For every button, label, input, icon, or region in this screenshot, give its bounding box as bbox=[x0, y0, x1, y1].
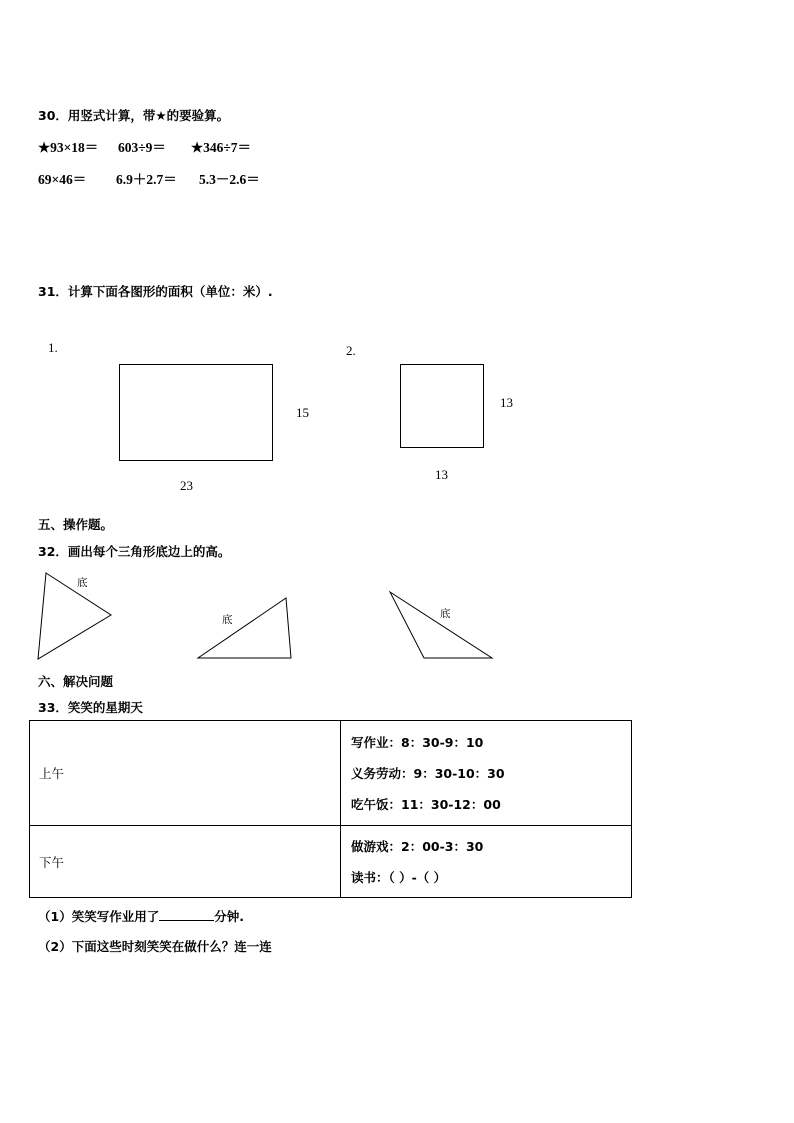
q30-expr-5: 6.9＋2.7＝ bbox=[116, 172, 177, 187]
table-row bbox=[30, 721, 632, 826]
fig1-label: 1. bbox=[48, 340, 58, 355]
activity-reading: 读书：（ ）-（ ） bbox=[351, 869, 447, 885]
q30-expr-2: 603÷9＝ bbox=[118, 140, 166, 155]
q33-sub1 bbox=[38, 907, 244, 925]
rectangle-height-label: 15 bbox=[296, 405, 309, 420]
q30-expr-1: ★93×18＝ bbox=[38, 140, 99, 155]
schedule-table bbox=[29, 720, 632, 898]
activity-lunch: 吃午饭：11：30-12：00 bbox=[351, 796, 501, 812]
activity-volunteer: 义务劳动：9：30-10：30 bbox=[351, 765, 505, 781]
section-5-title: 五、操作题。 bbox=[38, 517, 114, 532]
fig2-label: 2. bbox=[346, 343, 356, 358]
q32-title: 32．画出每个三角形底边上的高。 bbox=[38, 544, 231, 559]
afternoon-activities bbox=[341, 826, 632, 898]
square-width-label: 13 bbox=[435, 467, 448, 482]
morning-activities bbox=[341, 721, 632, 826]
q33-sub1-unit: 分钟. bbox=[214, 909, 244, 924]
activity-homework: 写作业：8：30-9：10 bbox=[351, 734, 484, 750]
q33-title: 33．笑笑的星期天 bbox=[38, 700, 143, 715]
table-row bbox=[30, 826, 632, 898]
q33-sub2: （2）下面这些时刻笑笑在做什么？连一连 bbox=[38, 939, 272, 954]
q30-expr-6: 5.3－2.6＝ bbox=[199, 172, 260, 187]
q30-expr-4: 69×46＝ bbox=[38, 172, 87, 187]
triangle-2-base-label: 底 bbox=[222, 614, 233, 626]
afternoon-label: 下午 bbox=[30, 826, 341, 898]
triangle-3 bbox=[390, 592, 492, 658]
answer-blank[interactable] bbox=[159, 908, 214, 921]
triangle-1-base-label: 底 bbox=[77, 577, 88, 589]
q30-title: 30．用竖式计算，带★的要验算。 bbox=[38, 108, 230, 123]
triangle-1 bbox=[38, 573, 111, 659]
square-height-label: 13 bbox=[500, 395, 513, 410]
q30-expr-3: ★346÷7＝ bbox=[191, 140, 252, 155]
rectangle-width-label: 23 bbox=[180, 478, 193, 493]
morning-label: 上午 bbox=[30, 721, 341, 826]
q33-sub1-text: （1）笑笑写作业用了 bbox=[38, 909, 160, 924]
section-6-title: 六、解决问题 bbox=[38, 674, 114, 689]
activity-games: 做游戏：2：00-3：30 bbox=[351, 838, 484, 854]
triangle-2 bbox=[198, 598, 291, 658]
q31-title: 31．计算下面各图形的面积（单位：米）. bbox=[38, 284, 273, 299]
triangle-3-base-label: 底 bbox=[440, 608, 451, 620]
